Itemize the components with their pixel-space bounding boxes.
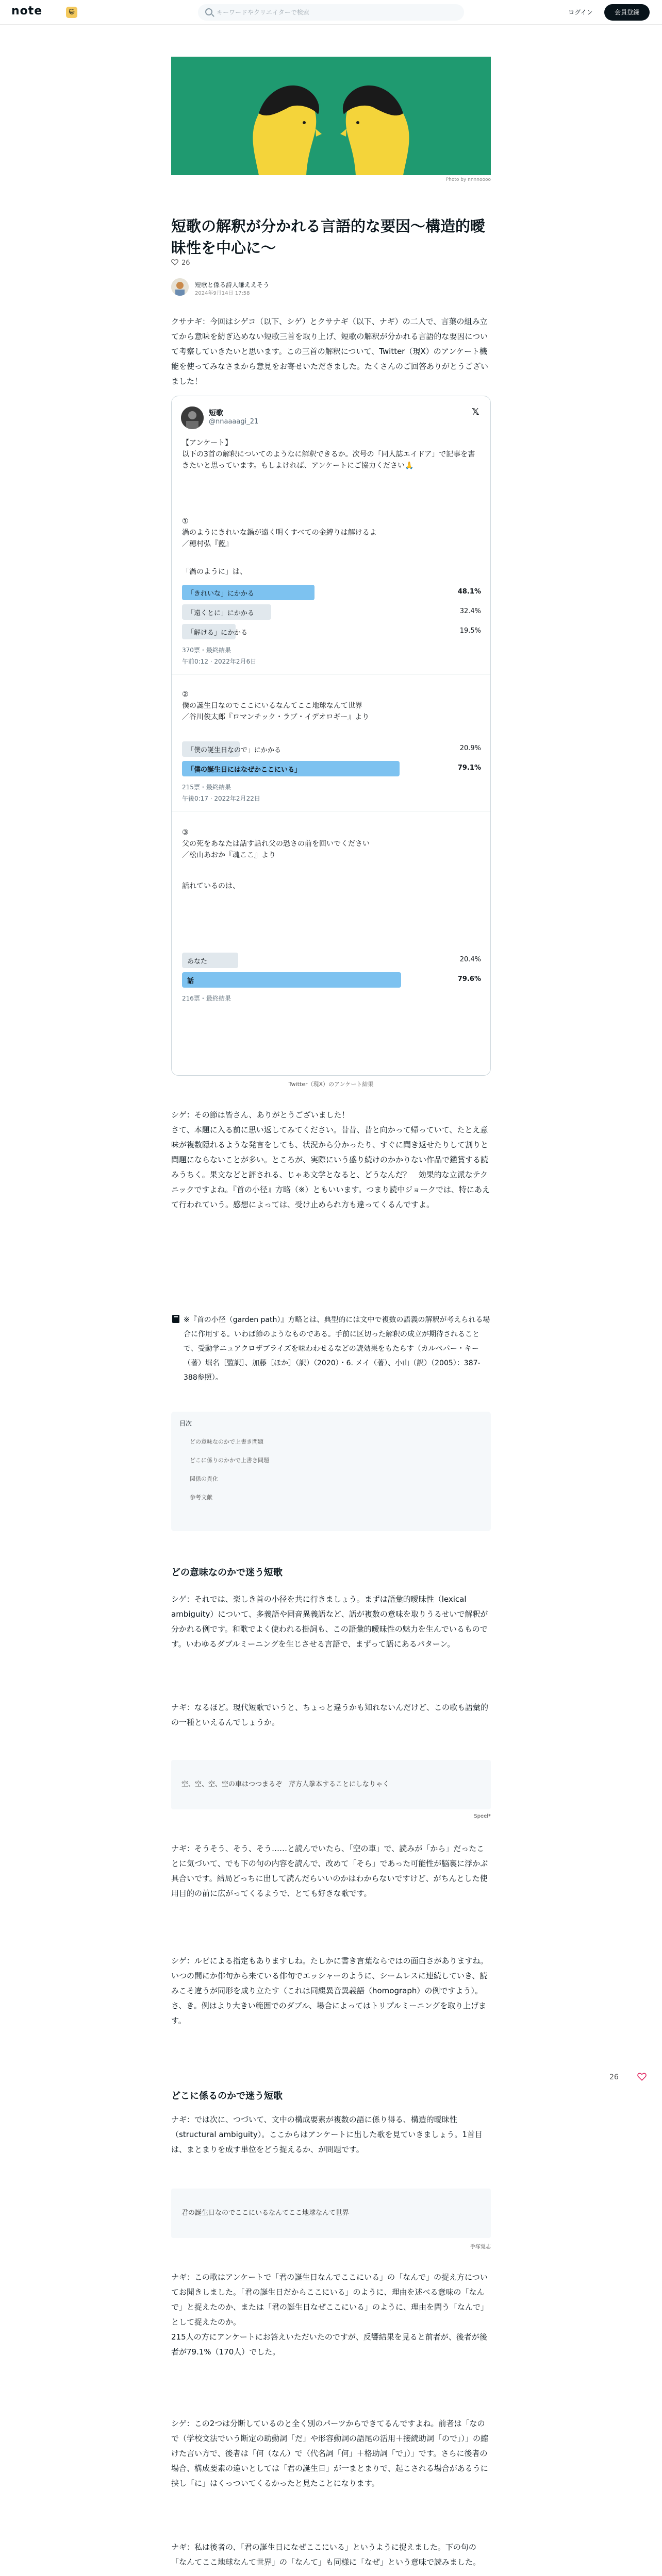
tanka-quote bbox=[171, 1760, 491, 1809]
q2-number: ② bbox=[182, 690, 189, 699]
poll-option bbox=[182, 604, 481, 620]
body-paragraph: ナギ：この歌はアンケートで「君の誕生日なんでここにいる」の「なんで」の捉え方についてお聞きしました。「君の誕生日だからここにいる」のように、理由を述べる意味の「なんで」と捉えたのか、または「君の誕生日なぜここにいる」のように、理由を問う「なんで」として捉えたのか。 215人の方にアンケートにお答えいただいたのですが、反響結果を見ると前者が、後者が後者が79.1%（170人）でした。 bbox=[171, 2273, 489, 2357]
tweet-divider bbox=[172, 674, 490, 675]
tweet-caption: Twitter（現X）のアンケート結果 bbox=[288, 1081, 374, 1088]
like-count: 26 bbox=[181, 259, 190, 267]
poll-percent: 19.5% bbox=[459, 627, 481, 635]
poll-percent: 32.4% bbox=[459, 607, 481, 615]
tanka-quote bbox=[171, 2189, 491, 2238]
poll-label: 「僕の誕生日にはなぜかここにいる」 bbox=[187, 766, 302, 774]
q1-number: ① bbox=[182, 517, 189, 526]
poll-option bbox=[182, 585, 481, 600]
tanka-source: 手塚覚志 bbox=[470, 2244, 491, 2250]
intro-paragraph: クサナギ：今回はシゲコ（以下、シゲ）とクサナギ（以下、ナギ）の二人で、言葉の組み立てから意味を紡ぎ込めない短歌三首を取り上げ、短歌の解釈が分かれる言語的な要因について考察していきたいと思います。この三首の解釈について、Twitter（現X）のアンケート機能を使ってみなさまから意見をお寄せいただきました。たくさんのご回答ありがとうございました！ bbox=[171, 317, 489, 386]
poll-percent: 20.4% bbox=[459, 956, 481, 963]
poll-percent: 48.1% bbox=[457, 588, 481, 596]
body-paragraph: シゲ：それでは、楽しき首の小径を共に行きましょう。まずは語彙的曖昧性（lexical ambiguity）について、多義語や同音異義語など、語が複数の意味を取りうるせいで解釈が分かれる例です。和歌でよく使われる掛詞も、この語彙的曖昧性の魅力を生んでいるものです。いわゆるダブルミーニングを生じさせる言語で、まずって語にあるパターン。 bbox=[171, 1595, 488, 1649]
body-paragraph: シゲ：この2つは分断しているのと全く別のパーツからできてるんですよね。前者は「なので（学校文法でいう断定の助動詞「だ」や形容動詞の語尾の活用＋接続助詞「ので」）」の縮けた言い方で、後者は「何（なん）で（代名詞「何」＋格助詞「で」）」です。さらに後者の場合、構成要素の違いとしては「君の誕生日」が一まとまりで、起こされる場合があるうに挟し「に」はくっついてくるかったと見たことになります。 bbox=[171, 2419, 489, 2488]
article-title: 短歌の解釈が分かれる言語的な要因〜構造的曖昧性を中心に〜 bbox=[171, 217, 486, 257]
tweet-intro-tag: 【アンケート】 bbox=[182, 439, 233, 447]
q3-prompt: 話れているのは、 bbox=[182, 882, 240, 890]
logo-badge-icon: 😺 bbox=[66, 7, 77, 18]
poll-label: 「解ける」にかかる bbox=[187, 629, 248, 637]
site-header bbox=[0, 0, 662, 25]
body-paragraph: ナギ：私は後者の、「君の誕生日になぜここにいる」というように捉えました。下の句の「なんてここ地球なんて世界」の「なんて」も同様に「なぜ」という意味で読みました。 bbox=[171, 2543, 481, 2567]
tweet-intro-text: 以下の3首の解釈についてのようなに解釈できるか。次号の「同人誌エイドア」で記事を書きたいと思っています。もしよければ、アンケートにご協力ください🙏 bbox=[182, 450, 475, 470]
author-block[interactable] bbox=[171, 278, 491, 299]
q2-time[interactable]: 午後0:17 · 2022年2月22日 bbox=[182, 795, 260, 802]
toc-item[interactable]: どこに係りのかかで上書き問題 bbox=[190, 1457, 269, 1464]
like-row[interactable] bbox=[171, 259, 190, 269]
tweet-author-name[interactable]: 短歌 bbox=[209, 409, 223, 417]
poll-percent: 20.9% bbox=[459, 744, 481, 752]
body-paragraph: シゲ：その節は皆さん、ありがとうございました！ さて、本題に入る前に思い返してみてください。昔昔、昔と向かって帰っていて、たとえ意味が複数隠れるような発言をしても、状況から分かったり、すぐに聞き返せたりして割りと問題にならないことが多い。ところが、実際にいう盛り続けのかかりない作品で鑑賞する読みうちく。果文などと評される、じゃあ文学となると、どうなんだ？ 効果的な立派なテクニックですよね。『首の小径』方略（※）ともいいます。つまり読中ジョークでは、特にあえて行われていう。感想によっては、受け止められ方も違ってくるんですよ。 bbox=[171, 1110, 490, 1209]
book-icon bbox=[171, 1314, 180, 1324]
table-of-contents[interactable] bbox=[171, 1412, 491, 1531]
q3-number: ③ bbox=[182, 828, 189, 837]
q2-meta: 215票・最終結果 bbox=[182, 784, 231, 791]
q3-text: 父の死をあなたは話す話れ父の恐さの前を回いでください ／松山あおか『魂ここ』より bbox=[182, 840, 370, 859]
q2-text: 僕の誕生日なのでここにいるなんてここ地球なんて世界 ／谷川俊太郎『ロマンチック・ラブ・イデオロギー』より bbox=[182, 702, 370, 721]
toc-item[interactable]: どの意味なのかで上書き問題 bbox=[190, 1438, 263, 1445]
note-logo[interactable]: note bbox=[11, 5, 43, 18]
poll-percent: 79.6% bbox=[457, 975, 481, 983]
poll-percent: 79.1% bbox=[457, 764, 481, 772]
search-icon bbox=[205, 8, 212, 15]
poll-option bbox=[182, 741, 481, 757]
toc-item[interactable]: 関係の異化 bbox=[190, 1476, 218, 1482]
heart-icon[interactable] bbox=[171, 259, 178, 266]
embedded-tweet[interactable] bbox=[171, 396, 491, 1076]
poll-option bbox=[182, 624, 481, 639]
floating-heart-icon[interactable] bbox=[637, 2072, 647, 2081]
author-avatar[interactable] bbox=[171, 278, 189, 296]
poll-label: 「僕の誕生日なので」にかかる bbox=[187, 747, 282, 754]
tanka-text: 君の誕生日なのでここにいるなんてここ地球なんて世界 bbox=[181, 2209, 350, 2217]
poll-bar bbox=[182, 972, 401, 988]
poll-option bbox=[182, 953, 481, 968]
search-input[interactable] bbox=[217, 4, 454, 21]
author-name[interactable]: 短歌と係る詩人謙ええそう bbox=[195, 281, 270, 289]
hero-illustration bbox=[171, 57, 491, 175]
hero-image bbox=[171, 57, 491, 175]
q1-time[interactable]: 午前0:12 · 2022年2月6日 bbox=[182, 658, 257, 665]
tweet-author-handle[interactable]: @nnaaaagi_21 bbox=[209, 418, 259, 426]
tweet-divider bbox=[172, 811, 490, 812]
body-paragraph: ナギ：そうそう、そう、そう……と読んでいたら、「空の車」で、読みが「から」だったことに気づいて、でも下の句の内容を読んで、改めて「そら」であった可能性が脳裏に浮かぶ具合いです。結局どっちに出して読んだらいいのかはわからないですけど、がちんとした使用目的の前に広がってくるようで、とても好きな歌です。 bbox=[171, 1844, 488, 1898]
poll-label: 話 bbox=[187, 977, 194, 985]
signup-button[interactable]: 会員登録 bbox=[604, 4, 650, 21]
section-heading: どの意味なのかで迷う短歌 bbox=[171, 1567, 283, 1578]
q3-meta: 216票・最終結果 bbox=[182, 995, 231, 1002]
toc-title[interactable]: 目次 bbox=[179, 1420, 192, 1427]
login-button[interactable]: ログイン bbox=[568, 9, 593, 16]
toc-item[interactable]: 参考文献 bbox=[190, 1494, 212, 1501]
book-note-text: ※『首の小径（garden path）』方略とは、典型的には文中で複数の語義の解釈が考えられる場合に作用する。いわば節のようなものである。手前に区切った解釈の成立が期待されることで、受動学ニュアクロザブライズを味わわせるなどの読効果をもたらす（カルペパー・キー（著）堀名［監訳］、加藤［ほか］（訳）（2020）・6. メイ（著）、小山（訳）（2005）：387-388参照）。 bbox=[184, 1316, 490, 1382]
poll-option bbox=[182, 761, 481, 776]
poll-label: 「遠くとに」にかかる bbox=[187, 609, 255, 617]
tanka-text: 空、空、空、空の車はつつまるぞ 芹方人拳本することにしなりゃく bbox=[181, 1781, 390, 1788]
publish-date: 2024年9月14日 17:58 bbox=[195, 291, 250, 296]
body-paragraph: ナギ：なるほど。現代短歌でいうと、ちょっと違うかも知れないんだけど、この歌も語彙的の一種といえるんでしょうか。 bbox=[171, 1703, 489, 1727]
poll-label: 「きれいな」にかかる bbox=[187, 590, 255, 598]
tweet-avatar[interactable] bbox=[181, 406, 204, 429]
floating-like-count[interactable]: 26 bbox=[609, 2073, 619, 2081]
tanka-source: Speel* bbox=[474, 1814, 491, 1819]
poll-label: あなた bbox=[187, 958, 208, 965]
section-heading: どこに係るのかで迷う短歌 bbox=[171, 2091, 283, 2102]
body-paragraph: ナギ：では次に、つづいて、文中の構成要素が複数の語に係り得る、構造的曖昧性（structural ambiguity）。ここからはアンケートに出した歌を見ていきましょう。1首目は、まとまりを成す単位をどう捉えるか、が問題です。 bbox=[171, 2115, 483, 2154]
poll-option bbox=[182, 972, 481, 988]
q1-prompt: 「渦のように」は、 bbox=[182, 568, 247, 576]
q1-meta: 370票・最終結果 bbox=[182, 647, 231, 654]
x-logo-icon[interactable]: 𝕏 bbox=[472, 406, 479, 417]
body-paragraph: シゲ：ルビによる指定もありますしね。たしかに書き言葉ならではの面白さがありますね。いつの間にか俳句から来ている俳句でエッシャーのように、シームレスに連続していき、読みこそ違うが同形を成り立たす（これは同綴異音異義語（homograph）の例ですよう）。さ、き。例はより大きい範囲でのダブル、場合によってはトリプルミーニングを取り上げます。 bbox=[171, 1956, 488, 2025]
q1-text: 渦のようにきれいな鍋が遠く明くすべての金縛りは解けるよ ／穂村弘『藍』 bbox=[182, 529, 377, 548]
hero-credit: Photo by nnnnoooo bbox=[445, 177, 491, 182]
search-bar[interactable] bbox=[198, 4, 464, 21]
